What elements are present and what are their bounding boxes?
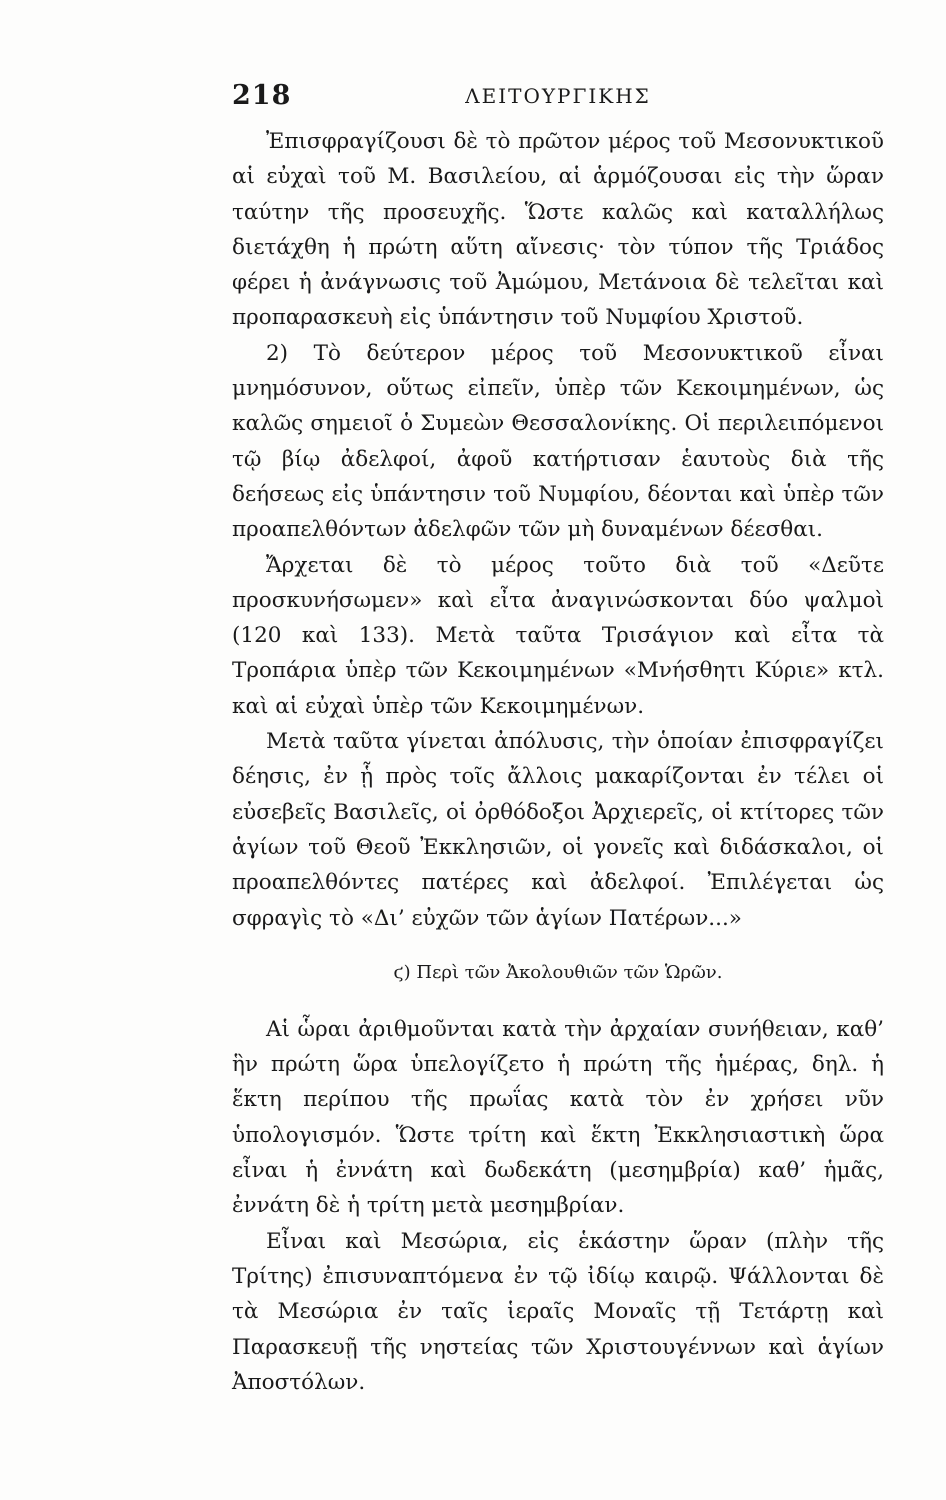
body-text xyxy=(232,124,884,1400)
running-title: ΛΕΙΤΟΥΡΓΙΚΗΣ xyxy=(465,84,651,108)
paragraph: Ἐπισφραγίζουσι δὲ τὸ πρῶτον μέρος τοῦ Μεσονυκτικοῦ αἱ εὐχαὶ τοῦ Μ. Βασιλείου, αἱ ἁρμόζουσαι εἰς τὴν ὥραν ταύτην τῆς προσευχῆς. Ὥστε καλῶς καὶ καταλλήλως διετάχθη ἡ πρώτη αὕτη αἴνεσις· τὸν τύπον τῆς Τριάδος φέρει ἡ ἀνάγνωσις τοῦ Ἀμώμου, Μετάνοια δὲ τελεῖται καὶ προπαρασκευὴ εἰς ὑπάντησιν τοῦ Νυμφίου Χριστοῦ. xyxy=(232,129,884,331)
page-number: 218 xyxy=(232,80,292,111)
paragraph: Αἱ ὧραι ἀριθμοῦνται κατὰ τὴν ἀρχαίαν συνήθειαν, καθ’ ἣν πρώτη ὥρα ὑπελογίζετο ἡ πρώτη τῆς ἡμέρας, δηλ. ἡ ἕκτη περίπου τῆς πρωΐας κατὰ τὸν ἐν χρήσει νῦν ὑπολογισμόν. Ὥστε τρίτη καὶ ἕκτη Ἐκκλησιαστικὴ ὥρα εἶναι ἡ ἐννάτη καὶ δωδεκάτη (μεσημβρία) καθ’ ἡμᾶς, ἐννάτη δὲ ἡ τρίτη μετὰ μεσημβρίαν. xyxy=(232,1016,884,1219)
paragraph: 2) Τὸ δεύτερον μέρος τοῦ Μεσονυκτικοῦ εἶναι μνημόσυνον, οὕτως εἰπεῖν, ὑπὲρ τῶν Κεκοιμημένων, ὡς καλῶς σημειοῖ ὁ Συμεὼν Θεσσαλονίκης. Οἱ περιλειπόμενοι τῷ βίῳ ἀδελφοί, ἀφοῦ κατήρτισαν ἑαυτοὺς διὰ τῆς δεήσεως εἰς ὑπάντησιν τοῦ Νυμφίου, δέονται καὶ ὑπὲρ τῶν προαπελθόντων ἀδελφῶν τῶν μὴ δυναμένων δέεσθαι. xyxy=(232,340,884,543)
paragraph: Ἄρχεται δὲ τὸ μέρος τοῦτο διὰ τοῦ «Δεῦτε προσκυνήσωμεν» καὶ εἶτα ἀναγινώσκονται δύο ψαλμοὶ (120 καὶ 133). Μετὰ ταῦτα Τρισάγιον καὶ εἶτα τὰ Τροπάρια ὑπὲρ τῶν Κεκοιμημένων «Μνήσθητι Κύριε» κτλ. καὶ αἱ εὐχαὶ ὑπὲρ τῶν Κεκοιμημένων. xyxy=(232,552,884,719)
paragraph: Μετὰ ταῦτα γίνεται ἀπόλυσις, τὴν ὁποίαν ἐπισφραγίζει δέησις, ἐν ᾗ πρὸς τοῖς ἄλλοις μακαρίζονται ἐν τέλει οἱ εὐσεβεῖς Βασιλεῖς, οἱ ὀρθόδοξοι Ἀρχιερεῖς, οἱ κτίτορες τῶν ἁγίων τοῦ Θεοῦ Ἐκκλησιῶν, οἱ γονεῖς καὶ διδάσκαλοι, οἱ προαπελθόντες πατέρες καὶ ἀδελφοί. Ἐπιλέγεται ὡς σφραγὶς τὸ «Δι’ εὐχῶν τῶν ἁγίων Πατέρων...» xyxy=(232,729,884,931)
section-heading: ϛ) Περὶ τῶν Ἀκολουθιῶν τῶν Ὡρῶν. xyxy=(393,961,723,983)
page-header xyxy=(232,80,884,116)
paragraph: Εἶναι καὶ Μεσώρια, εἰς ἑκάστην ὥραν (πλὴν τῆς Τρίτης) ἐπισυναπτόμενα ἐν τῷ ἰδίῳ καιρῷ. Ψάλλονται δὲ τὰ Μεσώρια ἐν ταῖς ἱεραῖς Μοναῖς τῇ Τετάρτῃ καὶ Παρασκευῇ τῆς νηστείας τῶν Χριστουγέννων καὶ ἁγίων Ἀποστόλων. xyxy=(232,1228,884,1395)
